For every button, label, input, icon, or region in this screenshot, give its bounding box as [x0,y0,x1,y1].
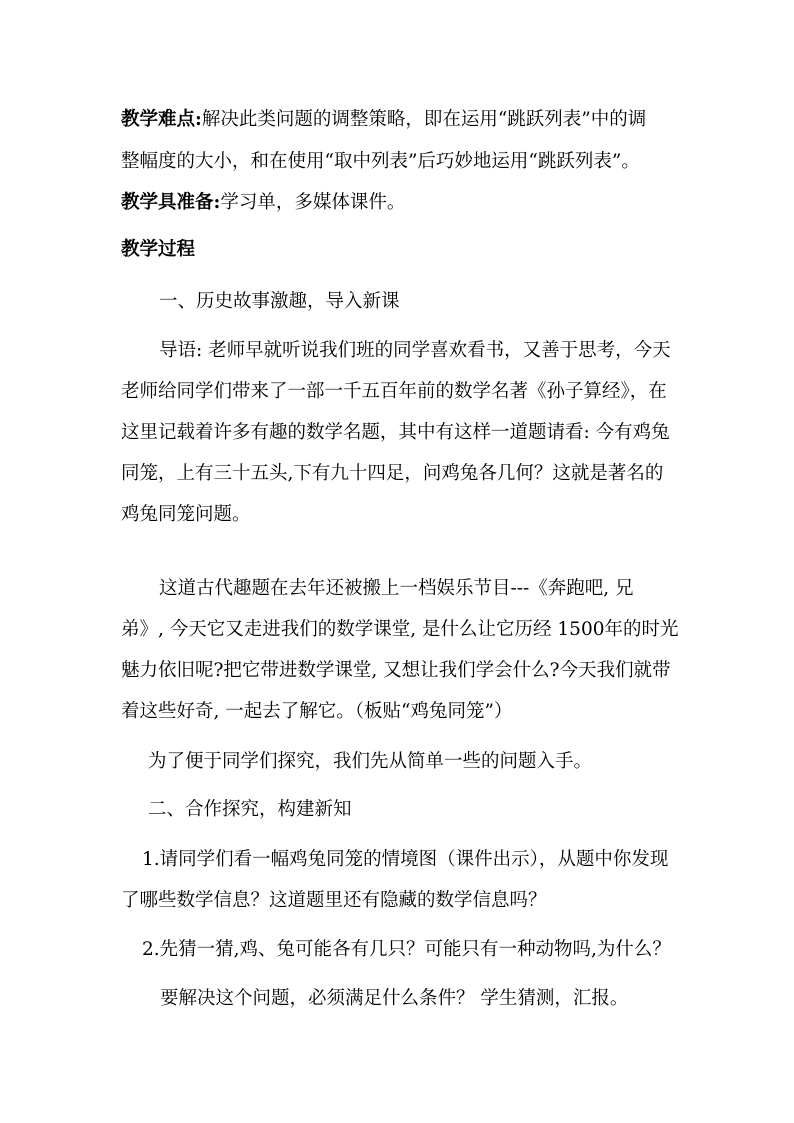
intro-line-2: 老师给同学们带来了一部一千五百年前的数学名著《孙子算经》，在 [121,381,667,402]
para3: 为了便于同学们探究，我们先从简单一些的问题入手。 [148,751,593,772]
intro-line-1: 导语: 老师早就听说我们班的同学喜欢看书，又善于思考，今天 [159,340,671,361]
section2-heading: 二、合作探究，构建新知 [148,799,352,820]
para2-line-1: 这道古代趣题在去年还被搬上一档娱乐节目---《奔跑吧, 兄 [159,578,634,599]
intro-line-3: 这里记载着许多有趣的数学名题，其中有这样一道题请看: 今有鸡兔 [121,422,670,443]
item1-line-1: 1.请同学们看一幅鸡兔同笼的情境图（课件出示），从题中你发现 [142,849,669,870]
difficulty-label: 教学难点: [121,109,202,130]
intro-line-5: 鸡兔同笼问题。 [121,504,251,525]
difficulty-line-2: 整幅度的大小，和在使用“取中列表”后巧妙地运用“跳跃列表”。 [121,151,640,172]
para2-line-3: 魅力依旧呢?把它带进数学课堂, 又想让我们学会什么?今天我们就带 [121,660,671,681]
difficulty-line-1 [121,106,646,134]
para2-line-4: 着这些好奇, 一起去了解它。（板贴“鸡兔同笼”） [121,701,513,722]
preparation-label: 教学具准备: [121,192,221,213]
preparation-line [121,189,405,217]
item2-line: 2.先猜一猜,鸡、兔可能各有几只？可能只有一种动物吗,为什么？ [142,939,671,960]
intro-line-4: 同笼，上有三十五头,下有九十四足，问鸡兔各几何？这就是著名的 [121,463,664,484]
process-heading: 教学过程 [121,239,196,260]
difficulty-text-1: 解决此类问题的调整策略，即在运用“跳跃列表”中的调 [201,109,647,130]
preparation-text: 学习单，多媒体课件。 [220,192,406,213]
section1-heading: 一、历史故事激趣，导入新课 [159,291,400,312]
item2-follow-line: 要解决这个问题，必须满足什么条件？ 学生猜测，汇报。 [160,988,629,1009]
para2-line-2: 弟》, 今天它又走进我们的数学课堂, 是什么让它历经 1500年的时光 [121,619,679,640]
item1-line-2: 了哪些数学信息？这道题里还有隐藏的数学信息吗？ [121,890,547,911]
